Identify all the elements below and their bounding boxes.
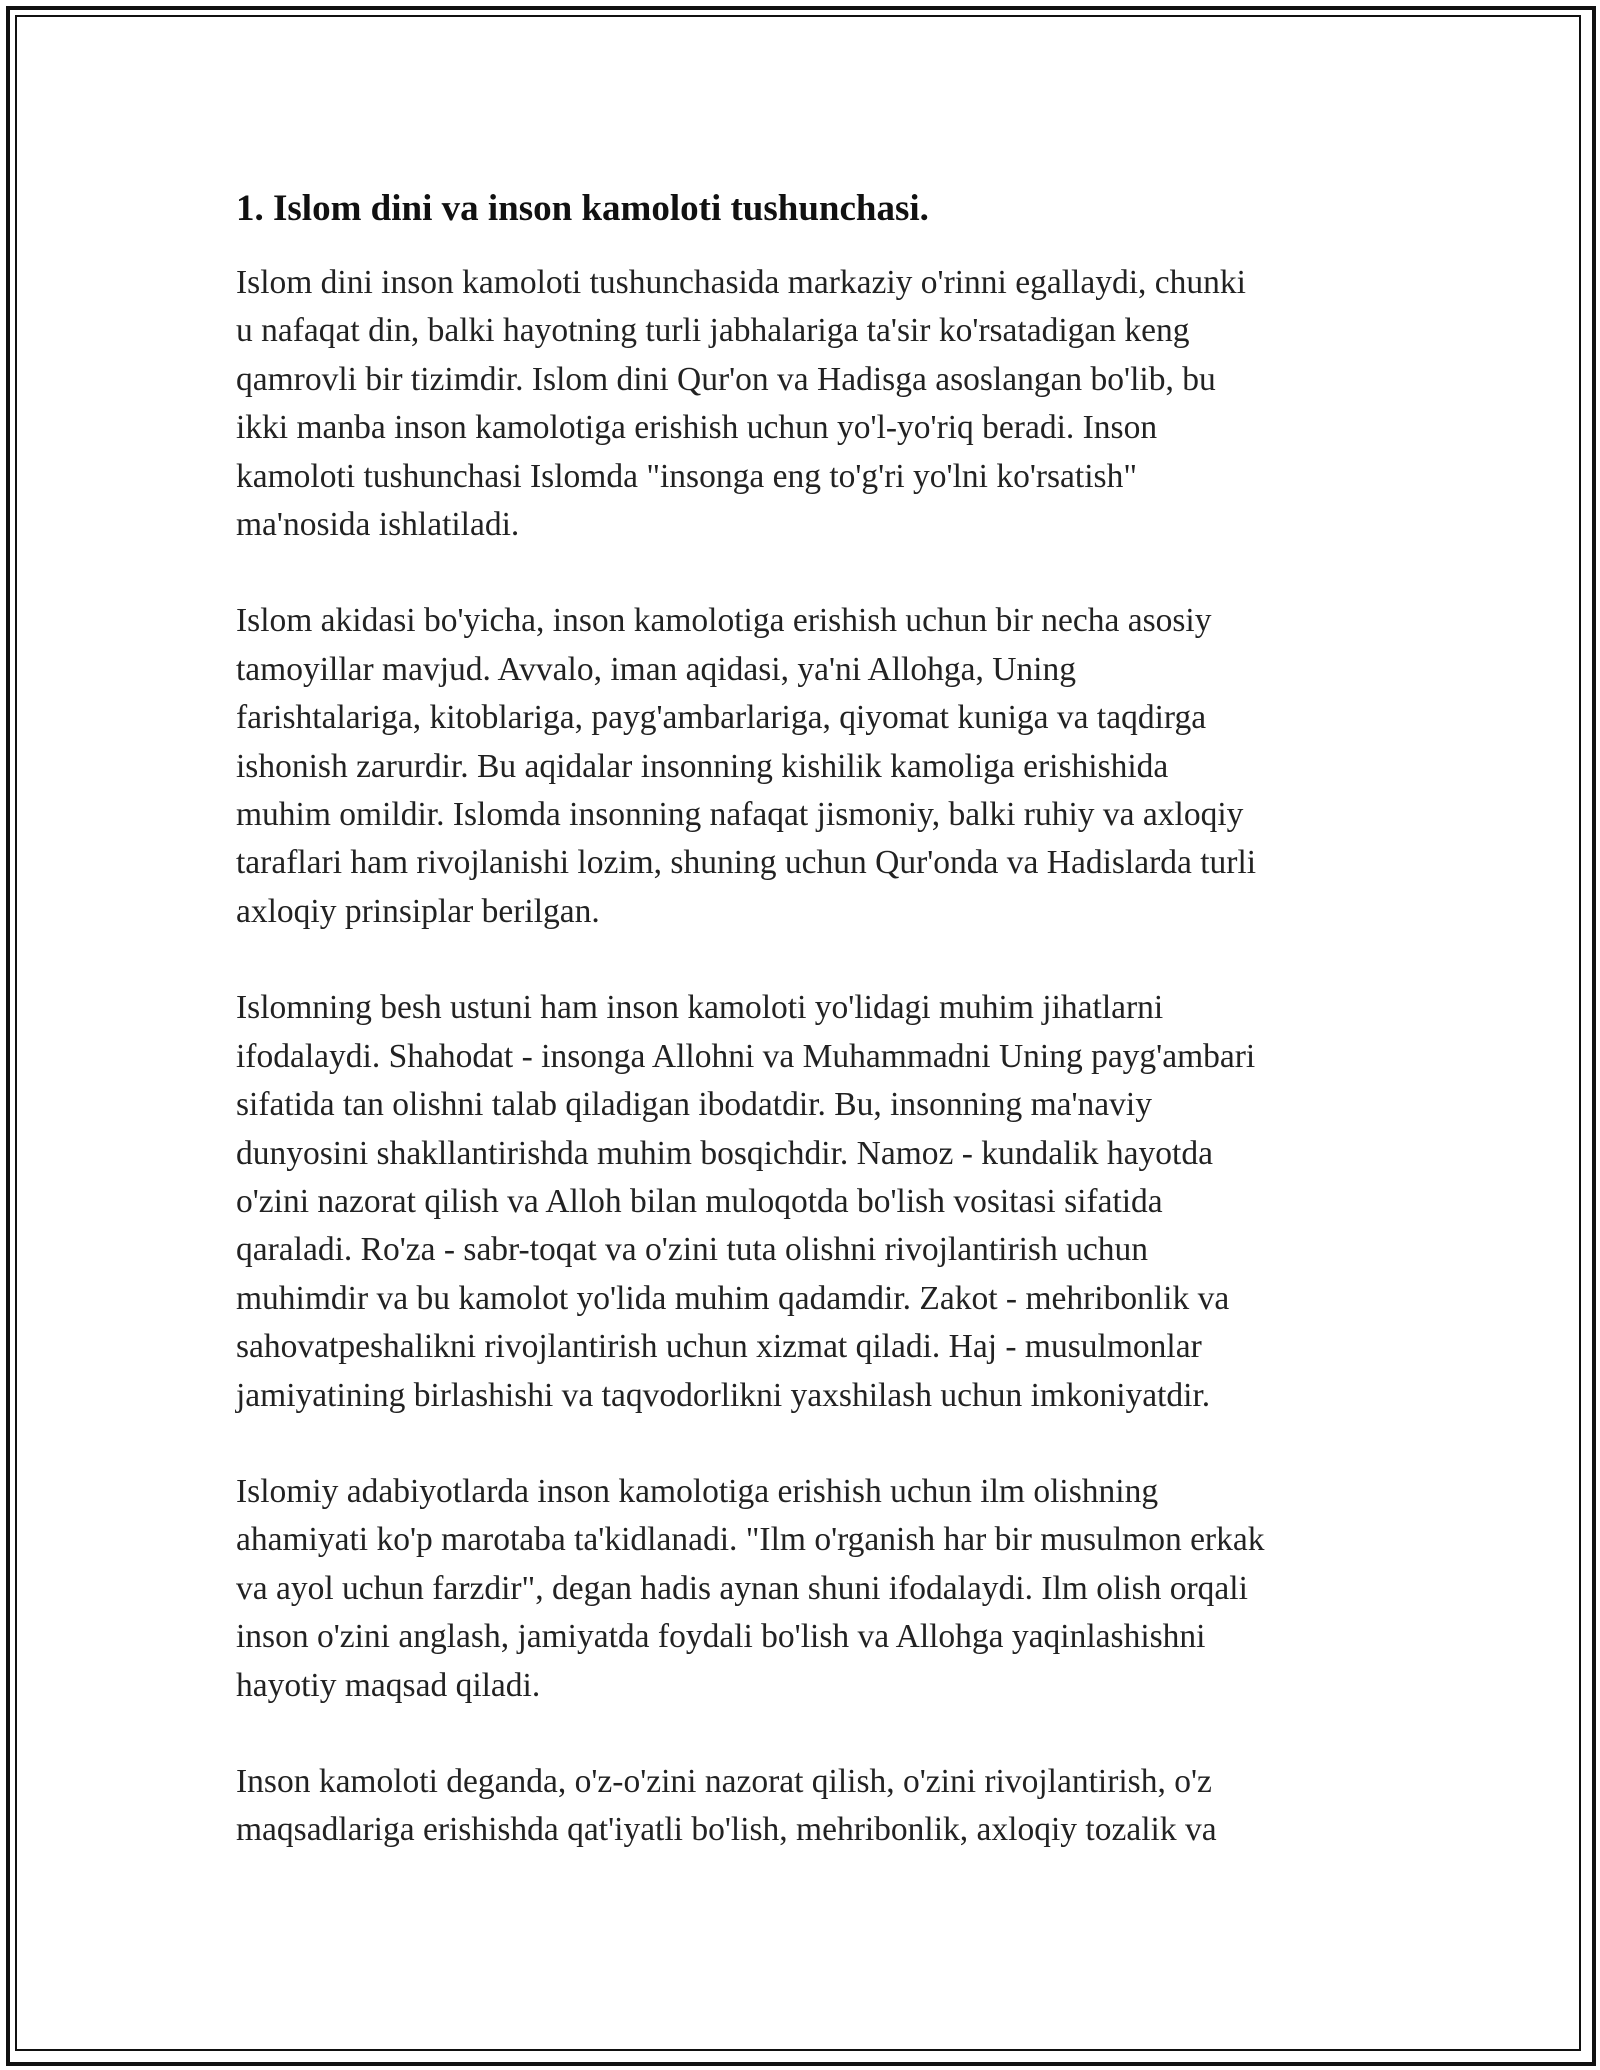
paragraph-2 — [236, 597, 1366, 936]
paragraph-line: ikki manba inson kamolotiga erishish uchun yo'l-yo'riq beradi. Inson — [236, 409, 1158, 447]
paragraph-line: qamrovli bir tizimdir. Islom dini Qur'on va Hadisga asoslangan bo'lib, bu — [236, 360, 1216, 398]
paragraph-line: u nafaqat din, balki hayotning turli jabhalariga ta'sir ko'rsatadigan keng — [236, 312, 1190, 350]
paragraph-line: Islomning besh ustuni ham inson kamoloti yo'lidagi muhim jihatlarni — [236, 989, 1164, 1027]
paragraph-line: ma'nosida ishlatiladi. — [236, 506, 520, 544]
paragraph-line: dunyosini shakllantirishda muhim bosqichdir. Namoz - kundalik hayotda — [236, 1134, 1213, 1172]
paragraph-line: hayotiy maqsad qiladi. — [236, 1666, 541, 1704]
paragraph-line: kamoloti tushunchasi Islomda "insonga eng to'g'ri yo'lni ko'rsatish" — [236, 457, 1137, 495]
paragraph-line: maqsadlariga erishishda qat'iyatli bo'lish, mehribonlik, axloqiy tozalik va — [236, 1811, 1217, 1849]
paragraph-1 — [236, 259, 1366, 549]
paragraph-4 — [236, 1468, 1366, 1710]
paragraph-line: ahamiyati ko'p marotaba ta'kidlanadi. "Ilm o'rganish har bir musulmon erkak — [236, 1521, 1265, 1559]
paragraph-line: muhim omildir. Islomda insonning nafaqat jismoniy, balki ruhiy va axloqiy — [236, 796, 1244, 834]
paragraph-line: o'zini nazorat qilish va Alloh bilan muloqotda bo'lish vositasi sifatida — [236, 1182, 1163, 1220]
paragraph-line: sifatida tan olishni talab qiladigan ibodatdir. Bu, insonning ma'naviy — [236, 1086, 1152, 1124]
paragraph-line: farishtalariga, kitoblariga, payg'ambarlariga, qiyomat kuniga va taqdirga — [236, 699, 1207, 737]
paragraph-line: sahovatpeshalikni rivojlantirish uchun xizmat qiladi. Haj - musulmonlar — [236, 1328, 1202, 1366]
paragraph-line: muhimdir va bu kamolot yo'lida muhim qadamdir. Zakot - mehribonlik va — [236, 1279, 1230, 1317]
paragraph-line: va ayol uchun farzdir", degan hadis aynan shuni ifodalaydi. Ilm olish orqali — [236, 1569, 1248, 1607]
paragraph-line: Islomiy adabiyotlarda inson kamolotiga erishish uchun ilm olishning — [236, 1472, 1159, 1510]
paragraph-line: jamiyatining birlashishi va taqvodorlikni yaxshilash uchun imkoniyatdir. — [236, 1376, 1211, 1414]
paragraph-line: taraflari ham rivojlanishi lozim, shuning uchun Qur'onda va Hadislarda turli — [236, 844, 1257, 882]
document-body — [236, 187, 1366, 1903]
paragraph-line: axloqiy prinsiplar berilgan. — [236, 892, 600, 930]
paragraph-line: Islom akidasi bo'yicha, inson kamolotiga erishish uchun bir necha asosiy — [236, 602, 1212, 640]
paragraph-3 — [236, 984, 1366, 1420]
paragraph-line: ishonish zarurdir. Bu aqidalar insonning kishilik kamoliga erishishida — [236, 747, 1169, 785]
paragraph-line: tamoyillar mavjud. Avvalo, iman aqidasi, ya'ni Allohga, Uning — [236, 650, 1076, 688]
paragraph-5 — [236, 1758, 1366, 1855]
paragraph-line: Inson kamoloti deganda, o'z-o'zini nazorat qilish, o'zini rivojlantirish, o'z — [236, 1762, 1212, 1800]
paragraph-line: Islom dini inson kamoloti tushunchasida markaziy o'rinni egallaydi, chunki — [236, 264, 1246, 301]
paragraph-line: inson o'zini anglash, jamiyatda foydali bo'lish va Allohga yaqinlashishni — [236, 1618, 1206, 1656]
paragraph-line: ifodalaydi. Shahodat - insonga Allohni va Muhammadni Uning payg'ambari — [236, 1037, 1256, 1075]
paragraph-line: qaraladi. Ro'za - sabr-toqat va o'zini tuta olishni rivojlantirish uchun — [236, 1231, 1148, 1269]
section-heading: 1. Islom dini va inson kamoloti tushunchasi. — [236, 188, 929, 229]
